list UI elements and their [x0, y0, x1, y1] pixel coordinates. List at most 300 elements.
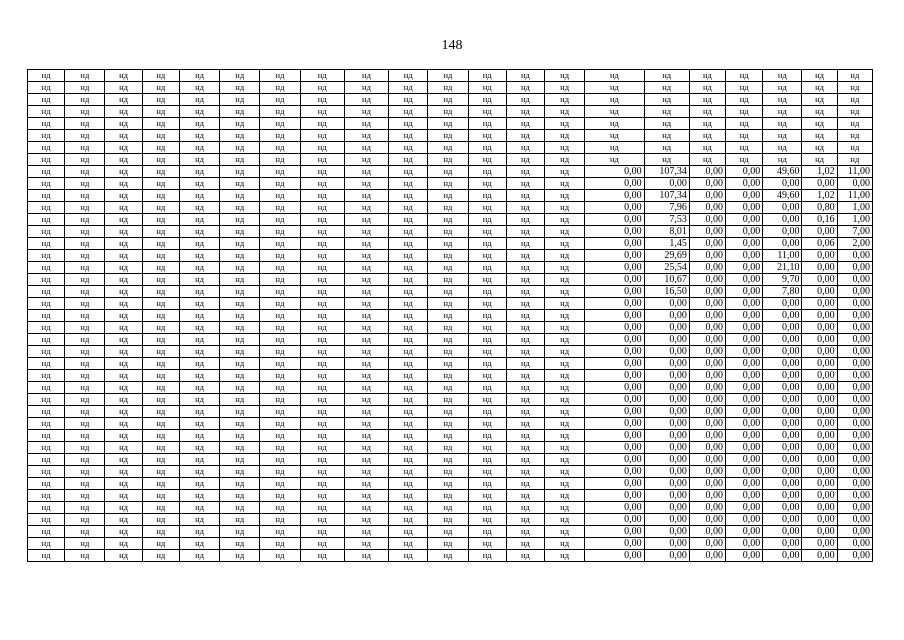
- table-cell: нд: [506, 418, 544, 430]
- table-cell: нд: [28, 538, 65, 550]
- table-cell: нд: [179, 490, 219, 502]
- table-cell: нд: [544, 538, 584, 550]
- table-cell: нд: [428, 250, 468, 262]
- table-cell: 0,00: [726, 190, 763, 202]
- table-cell: 0,00: [585, 466, 644, 478]
- table-cell: нд: [105, 130, 142, 142]
- table-cell: нд: [468, 490, 506, 502]
- table-cell: нд: [179, 394, 219, 406]
- table-row: [28, 238, 873, 250]
- table-cell: нд: [220, 550, 260, 562]
- table-cell: нд: [506, 370, 544, 382]
- table-cell: нд: [506, 466, 544, 478]
- table-row: [28, 358, 873, 370]
- table-cell: нд: [506, 490, 544, 502]
- table-cell: 0,00: [837, 358, 872, 370]
- table-cell: нд: [65, 310, 105, 322]
- table-cell: нд: [142, 82, 179, 94]
- table-cell: нд: [142, 190, 179, 202]
- table-cell: 0,00: [802, 298, 837, 310]
- table-cell: 0,00: [585, 382, 644, 394]
- table-cell: нд: [389, 430, 428, 442]
- table-cell: нд: [506, 202, 544, 214]
- table-cell: нд: [544, 82, 584, 94]
- table-cell: 8,01: [644, 226, 689, 238]
- table-cell: нд: [389, 274, 428, 286]
- table-cell: нд: [389, 94, 428, 106]
- table-cell: нд: [344, 118, 388, 130]
- table-cell: 0,00: [644, 478, 689, 490]
- table-cell: 0,00: [802, 454, 837, 466]
- table-cell: нд: [300, 442, 344, 454]
- table-cell: нд: [105, 274, 142, 286]
- table-cell: нд: [65, 454, 105, 466]
- table-cell: 0,00: [763, 334, 802, 346]
- table-cell: нд: [65, 154, 105, 166]
- table-cell: нд: [506, 514, 544, 526]
- table-cell: нд: [689, 70, 725, 82]
- table-cell: нд: [428, 334, 468, 346]
- table-cell: нд: [300, 334, 344, 346]
- table-cell: нд: [763, 130, 802, 142]
- table-cell: нд: [28, 106, 65, 118]
- table-cell: 0,00: [802, 286, 837, 298]
- table-cell: нд: [179, 202, 219, 214]
- table-cell: нд: [344, 82, 388, 94]
- table-row: [28, 538, 873, 550]
- table-cell: 0,16: [802, 214, 837, 226]
- table-row: [28, 550, 873, 562]
- table-row: [28, 382, 873, 394]
- table-cell: нд: [105, 538, 142, 550]
- table-cell: 0,00: [644, 178, 689, 190]
- table-cell: 107,34: [644, 190, 689, 202]
- table-cell: нд: [544, 166, 584, 178]
- table-cell: нд: [389, 334, 428, 346]
- table-cell: нд: [468, 370, 506, 382]
- table-cell: нд: [468, 502, 506, 514]
- table-cell: нд: [585, 118, 644, 130]
- table-cell: нд: [389, 418, 428, 430]
- table-cell: нд: [428, 502, 468, 514]
- table-cell: 0,00: [689, 214, 725, 226]
- table-cell: 0,00: [689, 382, 725, 394]
- table-cell: нд: [65, 334, 105, 346]
- table-cell: нд: [428, 166, 468, 178]
- table-cell: нд: [142, 346, 179, 358]
- table-cell: нд: [220, 190, 260, 202]
- table-cell: 0,00: [837, 490, 872, 502]
- table-cell: нд: [65, 118, 105, 130]
- table-cell: нд: [220, 406, 260, 418]
- table-cell: нд: [468, 190, 506, 202]
- table-cell: нд: [179, 70, 219, 82]
- table-cell: нд: [585, 142, 644, 154]
- table-cell: 0,00: [585, 418, 644, 430]
- table-cell: нд: [389, 490, 428, 502]
- table-cell: нд: [689, 118, 725, 130]
- table-cell: нд: [837, 118, 872, 130]
- table-cell: нд: [142, 106, 179, 118]
- table-cell: нд: [468, 214, 506, 226]
- table-cell: 0,00: [726, 286, 763, 298]
- table-cell: нд: [28, 502, 65, 514]
- table-cell: нд: [344, 298, 388, 310]
- table-cell: нд: [260, 382, 300, 394]
- table-cell: нд: [179, 130, 219, 142]
- table-cell: 0,00: [837, 514, 872, 526]
- table-cell: 0,00: [726, 322, 763, 334]
- table-cell: 0,00: [802, 370, 837, 382]
- table-cell: нд: [428, 346, 468, 358]
- table-row: [28, 514, 873, 526]
- table-cell: нд: [220, 418, 260, 430]
- table-cell: нд: [260, 238, 300, 250]
- table-cell: нд: [389, 394, 428, 406]
- table-cell: нд: [468, 538, 506, 550]
- table-cell: нд: [28, 130, 65, 142]
- table-cell: нд: [28, 382, 65, 394]
- table-cell: 0,00: [644, 442, 689, 454]
- table-cell: нд: [142, 250, 179, 262]
- table-cell: 0,00: [763, 478, 802, 490]
- table-cell: нд: [300, 298, 344, 310]
- table-cell: нд: [65, 142, 105, 154]
- table-cell: нд: [28, 394, 65, 406]
- table-cell: нд: [179, 406, 219, 418]
- table-row: [28, 190, 873, 202]
- table-cell: нд: [544, 322, 584, 334]
- table-cell: нд: [428, 274, 468, 286]
- table-cell: нд: [468, 550, 506, 562]
- table-cell: нд: [428, 466, 468, 478]
- table-cell: 11,00: [837, 190, 872, 202]
- table-cell: 0,00: [726, 214, 763, 226]
- table-cell: нд: [344, 454, 388, 466]
- table-cell: нд: [428, 550, 468, 562]
- table-cell: нд: [544, 466, 584, 478]
- table-cell: 0,00: [644, 334, 689, 346]
- table-cell: нд: [28, 490, 65, 502]
- table-cell: нд: [468, 406, 506, 418]
- table-cell: 0,00: [837, 418, 872, 430]
- table-cell: 0,00: [763, 214, 802, 226]
- table-cell: нд: [300, 130, 344, 142]
- table-cell: нд: [142, 358, 179, 370]
- table-cell: нд: [428, 202, 468, 214]
- table-cell: нд: [260, 394, 300, 406]
- table-cell: нд: [142, 274, 179, 286]
- table-cell: нд: [65, 550, 105, 562]
- table-cell: нд: [179, 310, 219, 322]
- table-cell: нд: [220, 274, 260, 286]
- table-cell: нд: [300, 322, 344, 334]
- table-cell: нд: [428, 382, 468, 394]
- table-cell: нд: [142, 298, 179, 310]
- table-cell: 0,00: [585, 550, 644, 562]
- table-cell: нд: [28, 70, 65, 82]
- table-cell: 0,00: [726, 202, 763, 214]
- table-cell: нд: [105, 286, 142, 298]
- table-cell: 0,00: [763, 454, 802, 466]
- table-cell: нд: [300, 382, 344, 394]
- table-cell: нд: [65, 82, 105, 94]
- table-cell: нд: [260, 94, 300, 106]
- table-cell: нд: [28, 466, 65, 478]
- table-cell: нд: [506, 502, 544, 514]
- table-cell: 0,00: [689, 274, 725, 286]
- table-cell: нд: [300, 538, 344, 550]
- table-row: [28, 334, 873, 346]
- table-cell: нд: [220, 394, 260, 406]
- table-cell: нд: [428, 106, 468, 118]
- table-cell: нд: [260, 70, 300, 82]
- table-cell: нд: [260, 538, 300, 550]
- table-row: [28, 286, 873, 298]
- table-cell: нд: [389, 142, 428, 154]
- table-cell: нд: [468, 382, 506, 394]
- table-cell: нд: [802, 118, 837, 130]
- table-cell: нд: [544, 202, 584, 214]
- table-cell: нд: [428, 262, 468, 274]
- table-cell: нд: [344, 358, 388, 370]
- table-cell: 0,00: [585, 358, 644, 370]
- table-cell: 0,00: [763, 490, 802, 502]
- table-cell: нд: [300, 514, 344, 526]
- table-cell: 0,00: [689, 478, 725, 490]
- table-cell: 0,00: [644, 406, 689, 418]
- table-cell: нд: [389, 214, 428, 226]
- table-cell: нд: [142, 310, 179, 322]
- table-cell: нд: [65, 322, 105, 334]
- table-cell: нд: [344, 466, 388, 478]
- table-cell: нд: [726, 130, 763, 142]
- table-cell: нд: [28, 454, 65, 466]
- table-cell: 9,70: [763, 274, 802, 286]
- table-cell: нд: [802, 70, 837, 82]
- table-cell: нд: [260, 118, 300, 130]
- table-cell: 0,06: [802, 238, 837, 250]
- table-cell: нд: [468, 322, 506, 334]
- table-cell: 0,00: [837, 250, 872, 262]
- table-cell: нд: [428, 130, 468, 142]
- table-cell: нд: [142, 142, 179, 154]
- table-cell: нд: [179, 226, 219, 238]
- table-cell: 0,00: [726, 394, 763, 406]
- table-cell: 0,00: [585, 250, 644, 262]
- table-cell: нд: [300, 142, 344, 154]
- table-cell: 0,00: [644, 466, 689, 478]
- table-cell: нд: [428, 538, 468, 550]
- table-cell: нд: [28, 298, 65, 310]
- table-cell: нд: [300, 94, 344, 106]
- table-cell: нд: [105, 442, 142, 454]
- table-cell: нд: [468, 154, 506, 166]
- table-cell: 0,00: [644, 358, 689, 370]
- table-cell: нд: [544, 334, 584, 346]
- table-row: [28, 262, 873, 274]
- table-cell: нд: [142, 286, 179, 298]
- table-cell: нд: [837, 130, 872, 142]
- table-cell: нд: [105, 70, 142, 82]
- table-cell: нд: [506, 166, 544, 178]
- table-cell: нд: [544, 70, 584, 82]
- table-cell: нд: [344, 154, 388, 166]
- table-cell: нд: [142, 262, 179, 274]
- table-cell: нд: [28, 82, 65, 94]
- table-cell: нд: [220, 526, 260, 538]
- table-cell: 0,00: [802, 538, 837, 550]
- table-cell: нд: [802, 154, 837, 166]
- table-cell: нд: [389, 370, 428, 382]
- table-cell: 0,00: [802, 226, 837, 238]
- table-cell: 0,00: [763, 538, 802, 550]
- table-cell: нд: [142, 514, 179, 526]
- table-cell: нд: [468, 310, 506, 322]
- table-cell: нд: [260, 334, 300, 346]
- table-cell: нд: [837, 94, 872, 106]
- table-cell: 1,45: [644, 238, 689, 250]
- table-cell: 0,00: [644, 526, 689, 538]
- table-row: [28, 154, 873, 166]
- table-cell: нд: [726, 142, 763, 154]
- table-cell: нд: [644, 94, 689, 106]
- table-cell: нд: [689, 106, 725, 118]
- table-cell: нд: [389, 538, 428, 550]
- table-cell: 0,00: [644, 322, 689, 334]
- table-cell: нд: [763, 106, 802, 118]
- table-cell: нд: [142, 502, 179, 514]
- table-cell: нд: [300, 370, 344, 382]
- table-cell: нд: [428, 514, 468, 526]
- table-cell: нд: [142, 490, 179, 502]
- table-cell: нд: [428, 358, 468, 370]
- table-cell: 0,00: [689, 238, 725, 250]
- table-cell: нд: [65, 358, 105, 370]
- table-cell: нд: [428, 238, 468, 250]
- table-cell: 1,00: [837, 214, 872, 226]
- table-cell: нд: [220, 490, 260, 502]
- table-cell: нд: [260, 274, 300, 286]
- table-cell: 0,00: [802, 502, 837, 514]
- table-cell: нд: [468, 130, 506, 142]
- table-cell: нд: [179, 550, 219, 562]
- table-cell: нд: [389, 178, 428, 190]
- table-cell: нд: [142, 406, 179, 418]
- table-cell: нд: [220, 166, 260, 178]
- table-cell: нд: [644, 70, 689, 82]
- table-cell: нд: [506, 310, 544, 322]
- table-cell: 0,00: [644, 550, 689, 562]
- table-cell: нд: [65, 166, 105, 178]
- table-cell: 0,00: [726, 406, 763, 418]
- table-cell: нд: [506, 238, 544, 250]
- table-row: [28, 274, 873, 286]
- table-cell: нд: [428, 142, 468, 154]
- table-cell: нд: [300, 166, 344, 178]
- table-cell: 0,00: [689, 178, 725, 190]
- table-cell: нд: [260, 442, 300, 454]
- table-cell: нд: [179, 106, 219, 118]
- table-cell: нд: [428, 70, 468, 82]
- table-cell: нд: [142, 430, 179, 442]
- table-cell: 0,00: [837, 466, 872, 478]
- table-cell: нд: [260, 358, 300, 370]
- table-cell: нд: [389, 130, 428, 142]
- table-cell: 1,00: [837, 202, 872, 214]
- table-cell: нд: [544, 310, 584, 322]
- table-cell: нд: [506, 262, 544, 274]
- table-cell: нд: [260, 286, 300, 298]
- table-cell: 0,00: [726, 538, 763, 550]
- table-cell: нд: [506, 346, 544, 358]
- table-cell: нд: [468, 526, 506, 538]
- table-cell: 0,00: [837, 442, 872, 454]
- table-cell: 0,00: [802, 442, 837, 454]
- table-cell: нд: [802, 94, 837, 106]
- table-cell: нд: [428, 418, 468, 430]
- table-cell: нд: [344, 538, 388, 550]
- table-cell: нд: [220, 250, 260, 262]
- table-cell: 0,00: [763, 298, 802, 310]
- table-cell: нд: [105, 550, 142, 562]
- table-cell: нд: [220, 514, 260, 526]
- table-row: [28, 226, 873, 238]
- table-cell: 49,60: [763, 190, 802, 202]
- table-cell: нд: [28, 262, 65, 274]
- table-cell: нд: [300, 430, 344, 442]
- table-cell: нд: [179, 298, 219, 310]
- table-cell: нд: [65, 442, 105, 454]
- table-cell: нд: [260, 526, 300, 538]
- table-cell: нд: [300, 310, 344, 322]
- table-cell: нд: [220, 310, 260, 322]
- table-cell: нд: [105, 94, 142, 106]
- table-cell: нд: [544, 478, 584, 490]
- table-cell: нд: [300, 406, 344, 418]
- table-cell: 0,00: [726, 514, 763, 526]
- table-cell: нд: [344, 262, 388, 274]
- table-cell: нд: [344, 310, 388, 322]
- table-cell: нд: [389, 298, 428, 310]
- table-cell: нд: [344, 106, 388, 118]
- table-cell: нд: [300, 82, 344, 94]
- table-cell: нд: [506, 382, 544, 394]
- table-row: [28, 418, 873, 430]
- table-cell: 0,00: [644, 490, 689, 502]
- table-cell: нд: [65, 286, 105, 298]
- table-cell: 0,00: [726, 166, 763, 178]
- table-cell: нд: [28, 346, 65, 358]
- table-cell: 0,00: [837, 262, 872, 274]
- table-cell: нд: [260, 82, 300, 94]
- table-cell: 0,00: [585, 454, 644, 466]
- table-cell: 2,00: [837, 238, 872, 250]
- table-cell: нд: [179, 382, 219, 394]
- table-cell: нд: [105, 406, 142, 418]
- table-cell: 11,00: [763, 250, 802, 262]
- table-cell: нд: [300, 238, 344, 250]
- table-cell: нд: [506, 538, 544, 550]
- table-cell: 0,00: [726, 226, 763, 238]
- table-cell: 0,00: [689, 322, 725, 334]
- table-cell: 0,00: [585, 478, 644, 490]
- table-cell: 0,00: [585, 322, 644, 334]
- table-cell: нд: [544, 286, 584, 298]
- table-cell: 0,00: [802, 178, 837, 190]
- table-cell: нд: [260, 142, 300, 154]
- table-cell: нд: [428, 406, 468, 418]
